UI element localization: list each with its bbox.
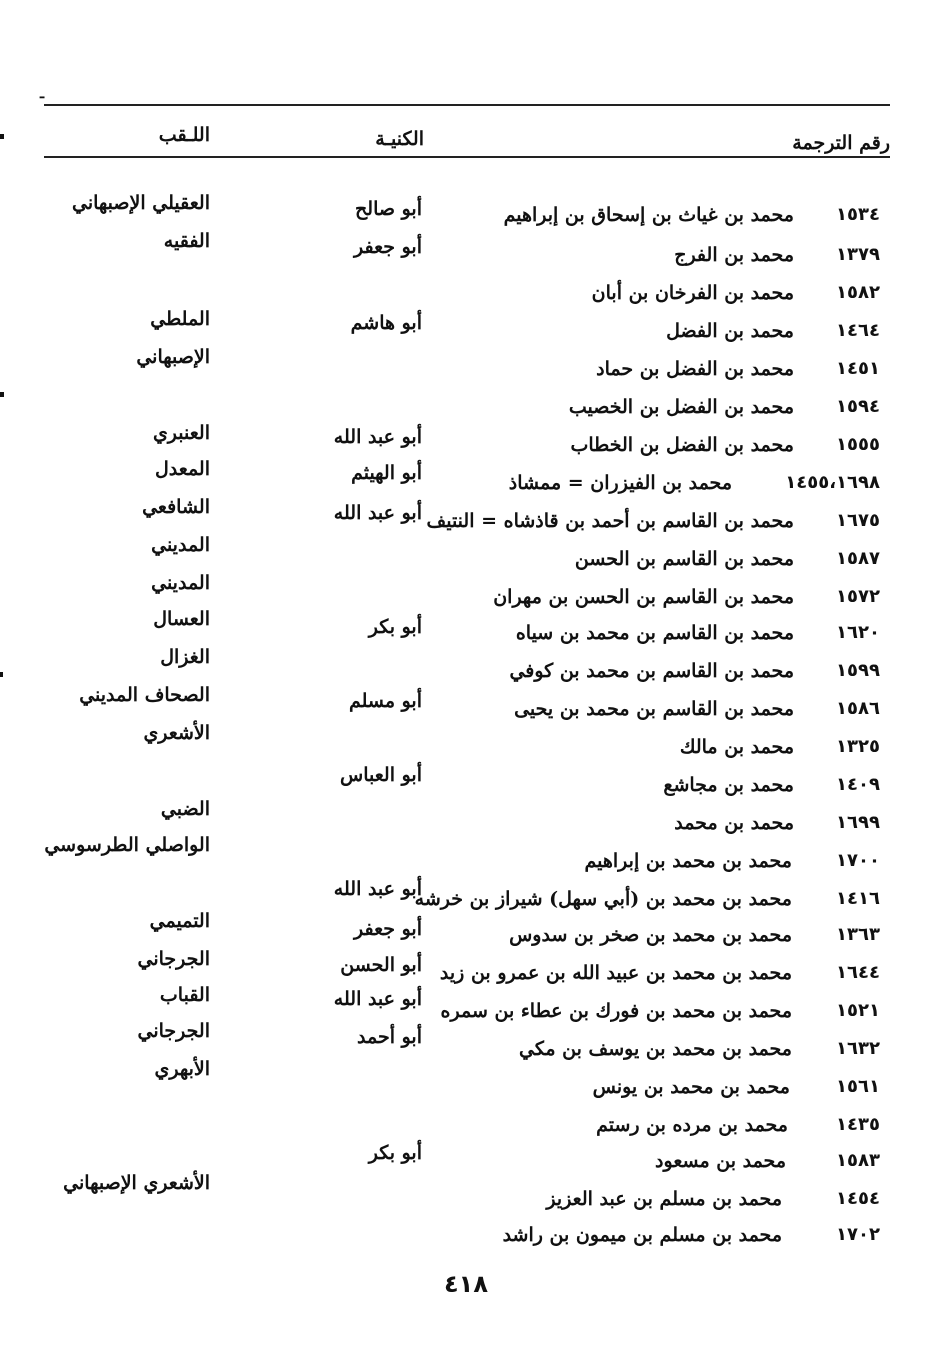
entry-name: محمد بن الفضل بن الخصيب	[568, 396, 794, 418]
entry-name: محمد بن الفضل بن الخطاب	[570, 434, 794, 456]
entry-laqab: الواصلي الطرسوسي	[44, 834, 210, 856]
entry-number: ١٤٥٥،١٦٩٨	[785, 472, 880, 493]
entry-name: محمد بن القاسم بن محمد بن سياه	[515, 622, 794, 644]
entry-name: محمد بن مجاشع	[663, 774, 794, 796]
entry-name: محمد بن الفضل	[666, 320, 794, 342]
entry-number: ١٤٦٤	[836, 320, 880, 341]
entry-number: ١٣٢٥	[836, 736, 880, 757]
entry-laqab: الصحاف المديني	[79, 684, 210, 706]
entry-name: محمد بن الفرج	[674, 244, 794, 266]
entry-name: محمد بن القاسم بن الحسن	[574, 548, 794, 570]
entry-number: ١٥٩٤	[836, 396, 880, 417]
entry-number: ١٥٧٢	[836, 586, 880, 607]
entry-number: ١٥٩٩	[836, 660, 880, 681]
page-number: ٤١٨	[444, 1270, 488, 1298]
entry-laqab: العسال	[153, 608, 210, 630]
entry-number: ١٥٨٢	[836, 282, 880, 303]
entry-number: ١٤١٦	[836, 888, 880, 909]
entry-name: محمد بن محمد بن صخر بن سدوس	[509, 924, 792, 946]
entry-laqab: الأشعري	[143, 722, 210, 744]
entry-laqab: الضبي	[160, 798, 210, 820]
entry-kunya: أبو جعفر	[353, 236, 422, 258]
entry-number: ١٤٣٥	[836, 1114, 880, 1135]
entry-kunya: أبو هاشم	[350, 312, 422, 334]
entry-number: ١٤٥١	[836, 358, 880, 379]
entry-number: ١٦٧٥	[836, 510, 880, 531]
header-kunya: الكنيـة	[375, 128, 424, 150]
entry-laqab: المعدل	[155, 458, 210, 480]
entry-name: محمد بن القاسم بن الحسن بن مهران	[493, 586, 794, 608]
entry-kunya: أبو أحمد	[357, 1026, 422, 1048]
entry-number: ١٦٣٢	[836, 1038, 880, 1059]
entry-name: محمد بن محمد بن عبيد الله بن عمرو بن زيد	[439, 962, 792, 984]
entry-laqab: الفقيه	[163, 230, 210, 252]
entry-laqab: الأشعري الإصبهاني	[63, 1172, 210, 1194]
entry-number: ١٥٨٣	[836, 1150, 880, 1171]
scan-mark	[0, 672, 3, 677]
entry-name: محمد بن غياث بن إسحاق بن إبراهيم	[503, 204, 794, 226]
entry-laqab: الغزال	[160, 646, 210, 668]
entry-name: محمد بن القاسم بن محمد بن كوفي	[509, 660, 794, 682]
entry-name: محمد بن الفضل بن حماد	[596, 358, 794, 380]
entry-name: محمد بن مرده بن رستم	[596, 1114, 788, 1136]
entry-laqab: التميمي	[149, 910, 210, 932]
entry-number: ١٤٠٩	[836, 774, 880, 795]
entry-name: محمد بن محمد بن إبراهيم	[584, 850, 792, 872]
entry-kunya: أبو عبد الله	[333, 878, 422, 900]
entry-number: ١٥٢١	[836, 1000, 880, 1021]
entry-number: ١٤٥٤	[836, 1188, 880, 1209]
entry-laqab: الأبهري	[154, 1058, 210, 1080]
entry-laqab: الجرجاني	[137, 1020, 210, 1042]
scan-mark	[0, 392, 4, 397]
entry-name: محمد بن محمد بن يونس	[592, 1076, 790, 1098]
entry-laqab: المديني	[151, 572, 210, 594]
entry-kunya: أبو جعفر	[353, 918, 422, 940]
entry-number: ١٥٨٧	[836, 548, 880, 569]
entry-laqab: العنبري	[152, 422, 210, 444]
entry-number: ١٥٦١	[836, 1076, 880, 1097]
top-mark: ـ	[40, 86, 45, 102]
entry-name: محمد بن الفيزران = ممشاذ	[508, 472, 732, 494]
entry-name: محمد بن مسلم بن عبد العزيز	[546, 1188, 782, 1210]
entry-name: محمد بن محمد بن فورك بن عطاء بن سمره	[440, 1000, 792, 1022]
entry-laqab: الجرجاني	[137, 948, 210, 970]
top-rule	[44, 104, 890, 106]
entry-name: محمد بن محمد بن يوسف بن مكي	[519, 1038, 792, 1060]
entry-kunya: أبو الهيثم	[351, 462, 422, 484]
entry-number: ١٥٣٤	[836, 204, 880, 225]
header-laqab: اللـقب	[158, 124, 210, 146]
header-rule	[44, 156, 890, 158]
entry-kunya: أبو صالح	[355, 198, 422, 220]
entry-number: ١٥٨٦	[836, 698, 880, 719]
entry-kunya: أبو الحسن	[340, 954, 422, 976]
entry-kunya: أبو عبد الله	[333, 988, 422, 1010]
entry-laqab: القباب	[159, 984, 210, 1006]
entry-kunya: أبو العباس	[340, 764, 422, 786]
entry-name: محمد بن مالك	[679, 736, 794, 758]
entry-name: محمد بن محمد بن (أبي سهل) شيراز بن خرشه	[414, 888, 792, 910]
entry-kunya: أبو عبد الله	[333, 426, 422, 448]
entry-name: محمد بن الفرخان بن أبان	[591, 282, 794, 304]
entry-laqab: الشافعي	[142, 496, 210, 518]
scan-mark	[0, 134, 4, 139]
entry-kunya: أبو مسلم	[348, 690, 422, 712]
entry-name: محمد بن القاسم بن محمد بن يحيى	[514, 698, 794, 720]
entry-kunya: أبو بكر	[368, 616, 422, 638]
entry-number: ١٦٢٠	[836, 622, 880, 643]
entry-number: ١٦٩٩	[836, 812, 880, 833]
entry-number: ١٧٠٢	[836, 1224, 880, 1245]
entry-number: ١٣٦٣	[836, 924, 880, 945]
entry-laqab: الإصبهاني	[136, 346, 210, 368]
entry-kunya: أبو بكر	[368, 1142, 422, 1164]
entry-number: ١٧٠٠	[836, 850, 880, 871]
entry-number: ١٦٤٤	[836, 962, 880, 983]
entry-name: محمد بن محمد	[674, 812, 794, 834]
header-number-name: رقم الترجمة	[792, 132, 890, 154]
entry-laqab: المديني	[151, 534, 210, 556]
entry-kunya: أبو عبد الله	[333, 502, 422, 524]
entry-laqab: الملطي	[150, 308, 210, 330]
entry-name: محمد بن مسعود	[655, 1150, 786, 1172]
entry-number: ١٣٧٩	[836, 244, 880, 265]
entry-name: محمد بن القاسم بن أحمد بن قاذشاه = النتيف	[426, 510, 794, 532]
entry-number: ١٥٥٥	[836, 434, 880, 455]
entry-laqab: العقيلي الإصبهاني	[72, 192, 210, 214]
entry-name: محمد بن مسلم بن ميمون بن راشد	[502, 1224, 782, 1246]
